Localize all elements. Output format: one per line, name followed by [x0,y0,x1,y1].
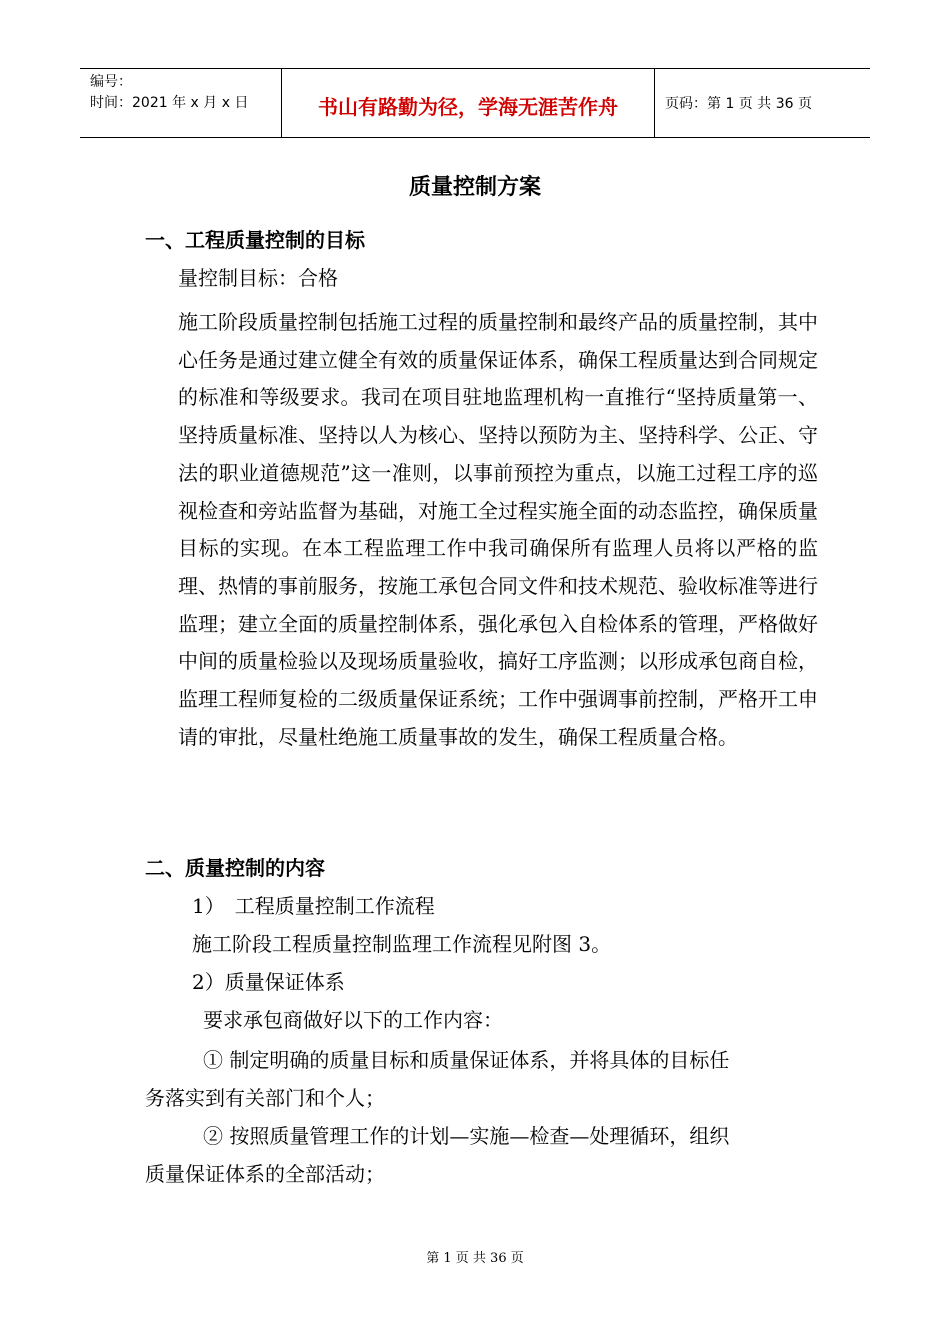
time-label: 时间：2021 年 x 月 x 日 [90,95,249,111]
header-page-cell [655,69,870,137]
section-1-paragraph: 施工阶段质量控制包括施工过程的质量控制和最终产品的质量控制，其中心任务是通过建立健全有效的质量保证体系，确保工程质量达到合同规定的标准和等级要求。我司在项目驻地监理机构一直推行“坚持质量第一、坚持质量标准、坚持以人为核心、坚持以预防为主、坚持科学、公正、守法的职业道德规范”这一准则，以事前预控为重点，以施工过程工序的巡视检查和旁站监督为基础，对施工全过程实施全面的动态监控，确保质量目标的实现。在本工程监理工作中我司确保所有监理人员将以严格的监理、热情的事前服务，按施工承包合同文件和技术规范、验收标准等进行监理；建立全面的质量控制体系，强化承包入自检体系的管理，严格做好中间的质量检验以及现场质量验收，搞好工序监测；以形成承包商自检，监理工程师复检的二级质量保证系统；工作中强调事前控制，严格开工申请的审批，尽量杜绝施工质量事故的发生，确保工程质量合格。 [178,310,818,749]
item-2: 2）质量保证体系 [192,970,345,994]
motto-text: 书山有路勤为径，学海无涯苦作舟 [318,94,618,119]
page-footer: 第 1 页 共 36 页 [426,1251,524,1266]
section-2-heading: 二、质量控制的内容 [145,856,325,880]
bullet-1-line-2: 务落实到有关部门和个人； [145,1086,385,1110]
item-2-description: 要求承包商做好以下的工作内容： [203,1008,503,1032]
quality-goal: 量控制目标：合格 [178,266,338,290]
header-motto-cell [281,69,655,137]
bullet-2-line-1: ② 按照质量管理工作的计划—实施—检查—处理循环，组织 [203,1124,730,1148]
number-label: 编号： [90,74,132,90]
header-table [80,68,870,138]
item-1-description: 施工阶段工程质量控制监理工作流程见附图 3。 [192,932,612,956]
bullet-1-line-1: ① 制定明确的质量目标和质量保证体系，并将具体的目标任 [203,1048,730,1072]
header-left-cell [80,69,281,137]
document-title: 质量控制方案 [408,175,541,200]
item-1: 1） 工程质量控制工作流程 [192,894,435,918]
page-info: 页码：第 1 页 共 36 页 [665,96,812,112]
section-1-heading: 一、工程质量控制的目标 [145,228,365,252]
bullet-2-line-2: 质量保证体系的全部活动； [145,1162,385,1186]
